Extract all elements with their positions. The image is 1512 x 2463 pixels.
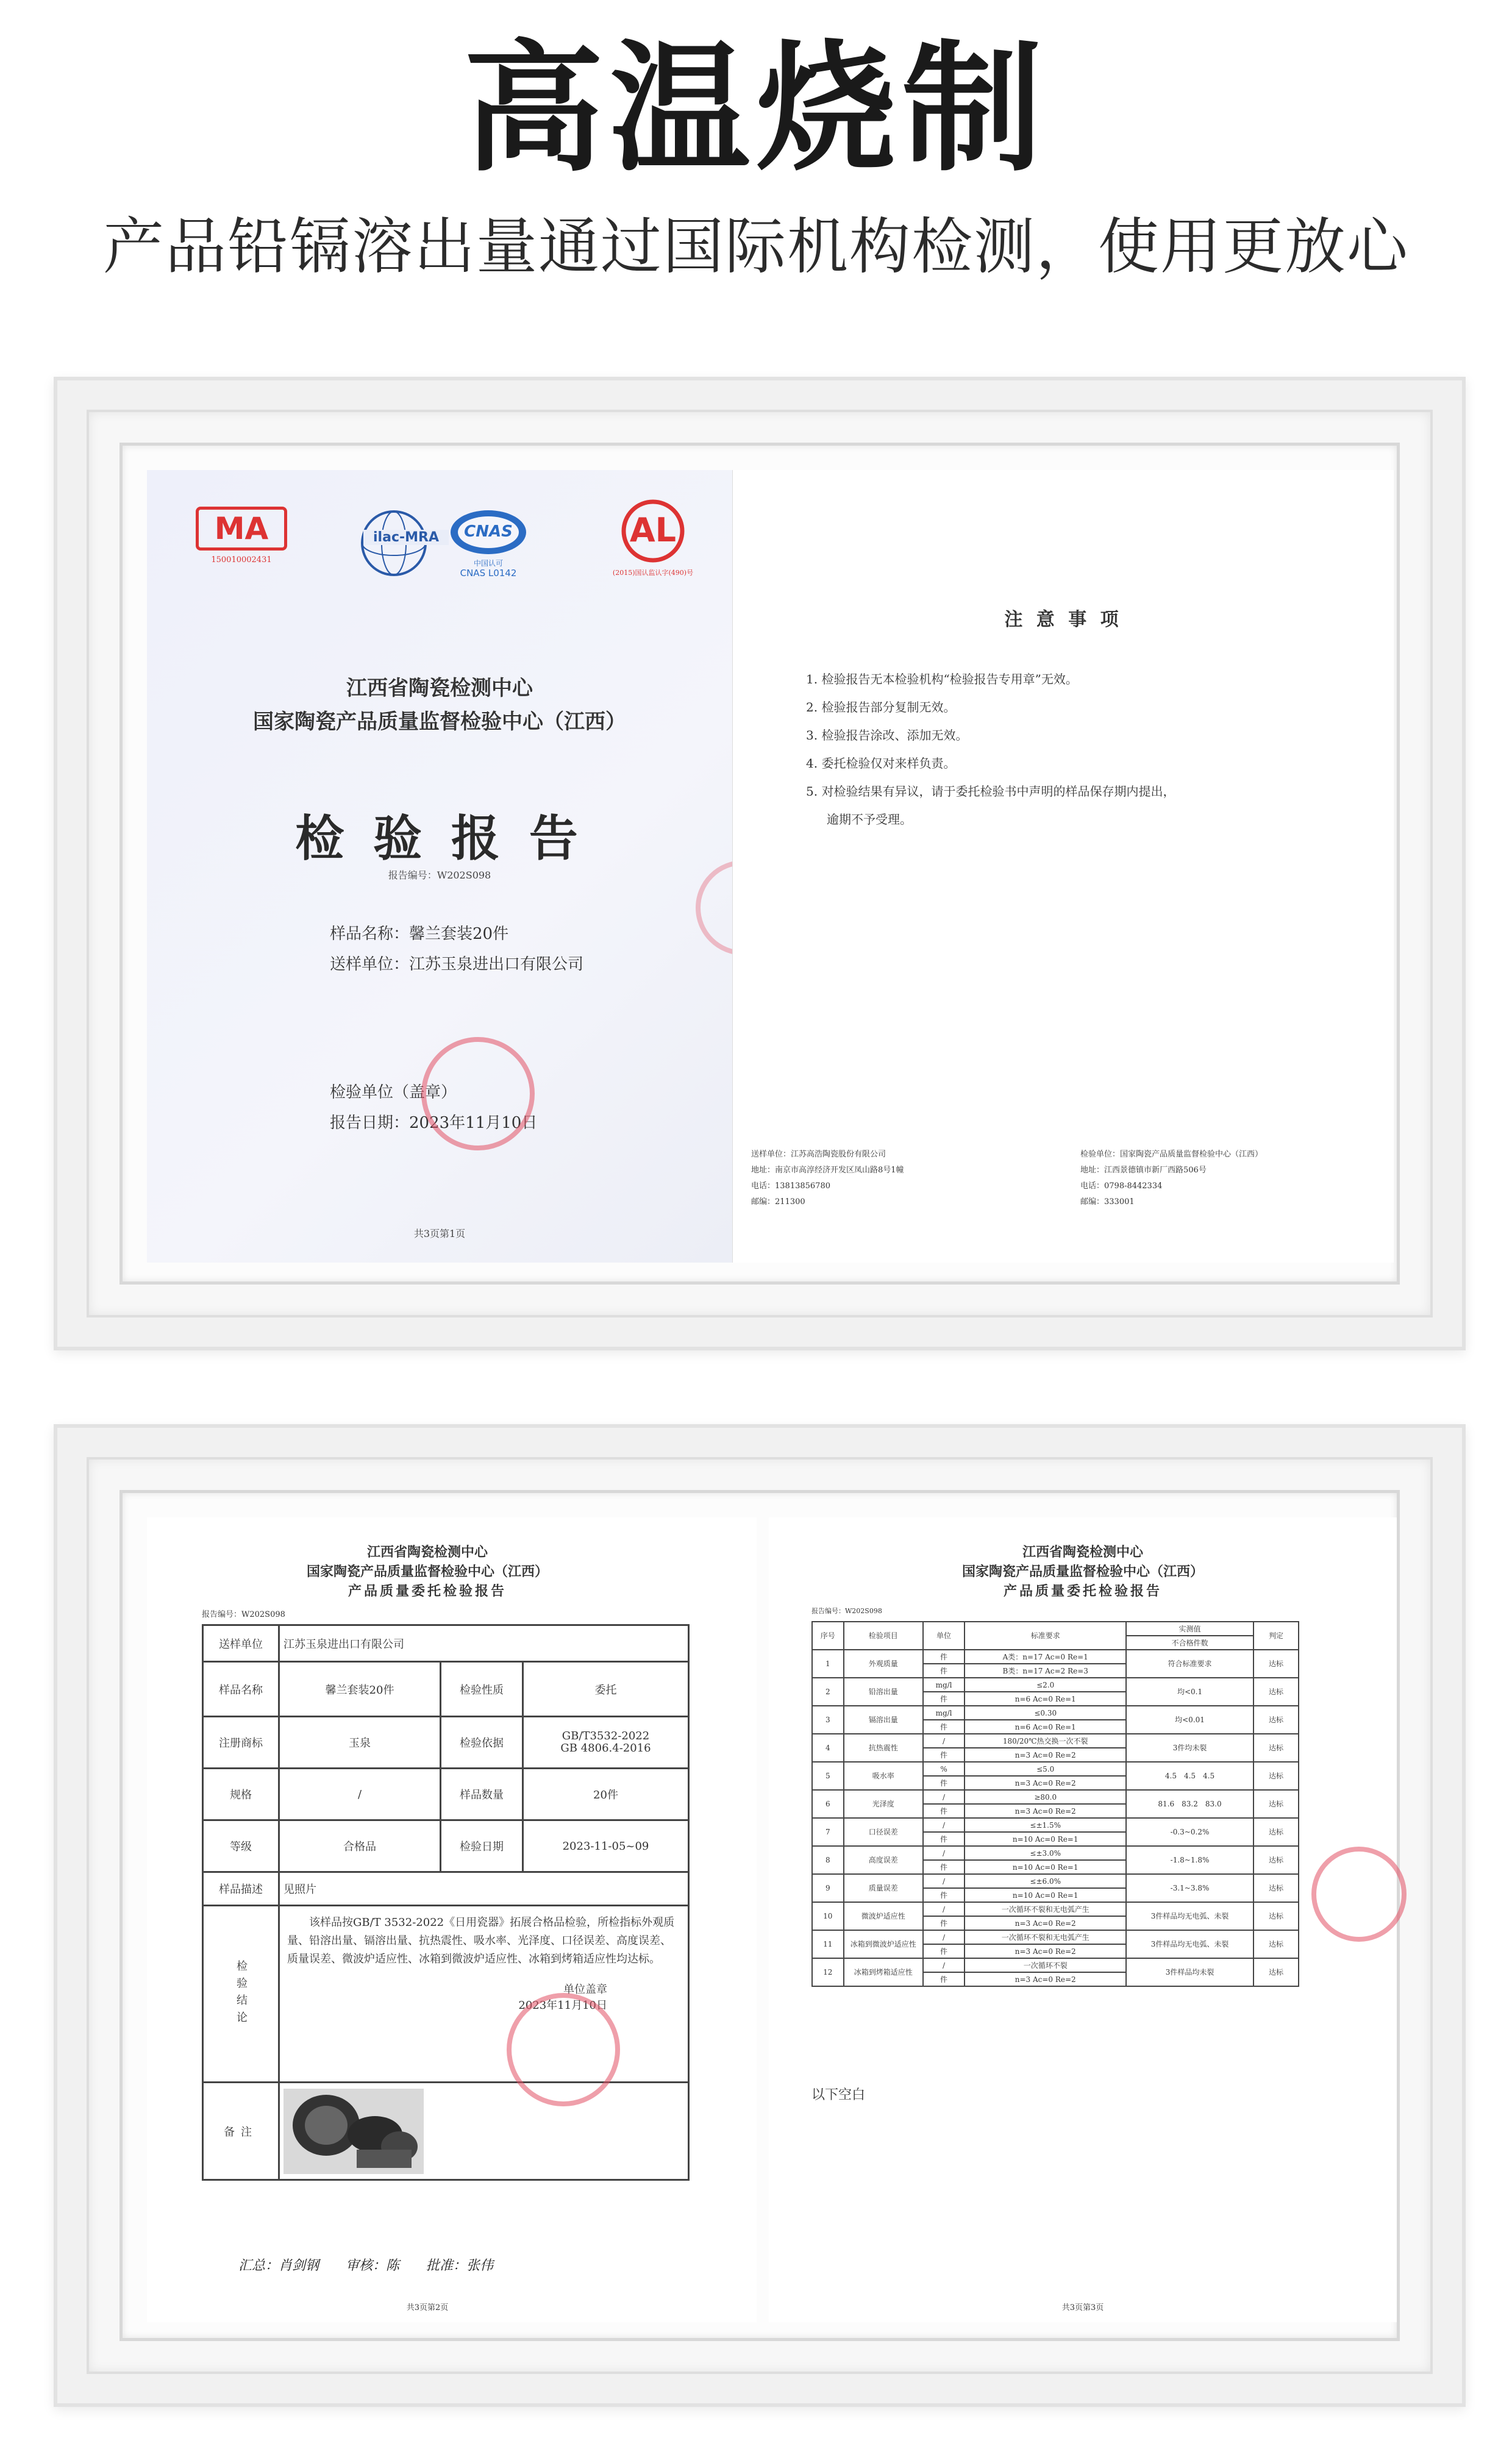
- report-page-2: [147, 1517, 757, 2322]
- result-judgement: 达标: [1253, 1790, 1299, 1818]
- cover-report-no: 报告编号：W202S098: [388, 869, 491, 881]
- result-judgement: 达标: [1253, 1930, 1299, 1958]
- result-row: [812, 1678, 1299, 1692]
- notice-item: 4. 委托检验仅对来样负责。: [806, 756, 956, 771]
- result-judgement: 达标: [1253, 1762, 1299, 1790]
- page3-results-table: 序号 检验项目 单位 标准要求 实测值 判定 不合格件数 1 外观质量 件 A类：n=17 Ac=0 Re=1 符合标准要求 达标 件 B类：n=17 Ac=2 Re=3 2 铅溶出量 mg/l ≤2.0 均<0.1 达标 件 n=6 Ac=0 Re=1 3 镉溶出量 mg/l ≤0.30 均<0.01 达标 件 n=6 Ac=0 Re=1 4 抗热震性 / 180/20℃热交换一次不裂 3件均未裂 达标 件 n=3 Ac=0 Re=2 5 吸水率 % ≤5.0 4.5 4.5 4.5 达标 件 n=3 Ac=0 Re=2 6 光泽度 / ≥80.0 81.6 83.2 83.0 达标 件 n=3 Ac=0 Re=2 7 口径误差 / ≤±1.5% -0.3~0.2% 达标 件 n=10 Ac=0 Re=1 8 高度误差 / ≤±3.0% -1.8~1.8% 达标 件 n=10 Ac=0 Re=1 9 质量误差 / ≤±6.0% -3.1~3.8% 达标 件 n=10 Ac=0 Re=1 10 微波炉适应性 / 一次循环不裂和无电弧产生 3件样品均无电弧、未裂 达标 件 n=3 Ac=0 Re=2 11 冰箱到微波炉适应性 / 一次循环不裂和无电弧产生 3件样品均无电弧、未裂 达标 件 n=3 Ac=0 Re=2 12 冰箱到烤箱适应性 / 一次循环不裂 3件样品均未裂 达标 件 n=3 Ac=0 Re=2: [811, 1621, 1299, 1987]
- result-unit-piece: 件: [923, 1944, 965, 1958]
- result-judgement: 达标: [1253, 1706, 1299, 1734]
- result-item: 质量误差: [844, 1874, 923, 1902]
- result-requirement: ≤0.30: [965, 1706, 1126, 1720]
- page3-doc-title: 产品质量委托检验报告: [1003, 1583, 1162, 1599]
- result-unit: %: [923, 1762, 965, 1776]
- notice-list: [806, 665, 1355, 833]
- result-unit: /: [923, 1958, 965, 1972]
- result-unit-piece: 件: [923, 1776, 965, 1790]
- result-unit: /: [923, 1902, 965, 1916]
- result-judgement: 达标: [1253, 1958, 1299, 1986]
- result-unit-piece: 件: [923, 1972, 965, 1986]
- result-item: 镉溶出量: [844, 1706, 923, 1734]
- result-sampling: n=10 Ac=0 Re=1: [965, 1832, 1126, 1846]
- result-no: 5: [812, 1762, 844, 1790]
- result-judgement: 达标: [1253, 1678, 1299, 1706]
- result-sampling: n=3 Ac=0 Re=2: [965, 1776, 1126, 1790]
- result-value: 均<0.1: [1126, 1678, 1253, 1706]
- result-requirement: 一次循环不裂: [965, 1958, 1126, 1972]
- result-unit-piece: 件: [923, 1748, 965, 1762]
- report-cover-page: [147, 470, 732, 1263]
- result-value: 4.5 4.5 4.5: [1126, 1762, 1253, 1790]
- result-requirement: 一次循环不裂和无电弧产生: [965, 1930, 1126, 1944]
- result-row: [812, 1706, 1299, 1720]
- notice-footer-right: 检验单位：国家陶瓷产品质量监督检验中心（江西） 地址：江西景德镇市新厂西路506号 电话：0798-8442334 邮编：333001: [1080, 1150, 1263, 1207]
- page2-doc-title: 产品质量委托检验报告: [348, 1583, 507, 1599]
- result-no: 6: [812, 1790, 844, 1818]
- result-unit: /: [923, 1734, 965, 1748]
- result-sampling: n=6 Ac=0 Re=1: [965, 1720, 1126, 1734]
- result-unit: 件: [923, 1650, 965, 1664]
- result-sampling: n=3 Ac=0 Re=2: [965, 1748, 1126, 1762]
- result-row: [812, 1902, 1299, 1916]
- page3-org-line2: 国家陶瓷产品质量监督检验中心（江西）: [961, 1564, 1204, 1580]
- cnas-logo: CNAS 中国认可 CNAS L0142: [446, 507, 531, 586]
- result-requirement: ≤±3.0%: [965, 1846, 1126, 1860]
- result-judgement: 达标: [1253, 1846, 1299, 1874]
- result-item: 高度误差: [844, 1846, 923, 1874]
- result-judgement: 达标: [1253, 1874, 1299, 1902]
- result-no: 12: [812, 1958, 844, 1986]
- result-value: -0.3~0.2%: [1126, 1818, 1253, 1846]
- certificate-frame-2: [54, 1424, 1466, 2407]
- result-item: 光泽度: [844, 1790, 923, 1818]
- result-row: [812, 1930, 1299, 1944]
- result-value: -1.8~1.8%: [1126, 1846, 1253, 1874]
- frame-inner: [119, 443, 1400, 1285]
- result-sampling: n=3 Ac=0 Re=2: [965, 1916, 1126, 1930]
- result-unit-piece: 件: [923, 1664, 965, 1678]
- result-item: 微波炉适应性: [844, 1902, 923, 1930]
- page3-footnote: 以下空白: [811, 2087, 866, 2103]
- result-row: [812, 1762, 1299, 1776]
- result-unit: /: [923, 1930, 965, 1944]
- result-value: -3.1~3.8%: [1126, 1874, 1253, 1902]
- notice-footer-left: 送样单位：江苏高浩陶瓷股份有限公司 地址：南京市高淳经济开发区凤山路8号1幢 电话：13813856780 邮编：211300: [751, 1150, 904, 1207]
- result-no: 8: [812, 1846, 844, 1874]
- result-value: 3件样品均未裂: [1126, 1958, 1253, 1986]
- result-item: 口径误差: [844, 1818, 923, 1846]
- result-no: 1: [812, 1650, 844, 1678]
- result-value: 3件样品均无电弧、未裂: [1126, 1930, 1253, 1958]
- frame-mat: [87, 410, 1433, 1317]
- result-unit: mg/l: [923, 1678, 965, 1692]
- result-unit: /: [923, 1874, 965, 1888]
- red-seal-stamp: [507, 1993, 620, 2106]
- result-item: 吸水率: [844, 1762, 923, 1790]
- result-unit-piece: 件: [923, 1888, 965, 1902]
- result-no: 10: [812, 1902, 844, 1930]
- page2-signers: 汇总：肖剑钢 审核：陈 批准：张伟: [238, 2258, 494, 2273]
- result-sampling: n=10 Ac=0 Re=1: [965, 1888, 1126, 1902]
- result-requirement: 一次循环不裂和无电弧产生: [965, 1902, 1126, 1916]
- result-row: [812, 1874, 1299, 1888]
- result-judgement: 达标: [1253, 1818, 1299, 1846]
- result-no: 3: [812, 1706, 844, 1734]
- result-unit: /: [923, 1818, 965, 1832]
- result-item: 冰箱到微波炉适应性: [844, 1930, 923, 1958]
- result-value: 3件均未裂: [1126, 1734, 1253, 1762]
- result-sampling: n=10 Ac=0 Re=1: [965, 1860, 1126, 1874]
- frame-inner: [119, 1490, 1400, 2341]
- result-sampling: n=3 Ac=0 Re=2: [965, 1972, 1126, 1986]
- notice-title: 注 意 事 项: [1004, 609, 1122, 630]
- sample-photo: [284, 2089, 424, 2174]
- result-requirement: 180/20℃热交换一次不裂: [965, 1734, 1126, 1748]
- result-judgement: 达标: [1253, 1734, 1299, 1762]
- report-page-3: [769, 1517, 1397, 2322]
- red-seal-stamp: [421, 1037, 535, 1150]
- page2-page-number: 共3页第2页: [406, 2303, 449, 2312]
- result-value: 符合标准要求: [1126, 1650, 1253, 1678]
- result-row: [812, 1734, 1299, 1748]
- result-item: 外观质量: [844, 1650, 923, 1678]
- page2-info-table: 送样单位 江苏玉泉进出口有限公司 样品名称 馨兰套装20件 检验性质 委托 注册商标 玉泉 检验依据 GB/T3532-2022 GB 4806.4-2016 规格 / 样品数量 20件 等级 合格品 检验日期 2023-11-05~09 样品描述 见照片 检验结论 该样品按GB/T 3532-2022《日用瓷器》拓展合格品检验，所检指标外观质量、铅溶出量、镉溶出量、抗热震性、吸水率、光泽度、口径误差、高度误差、质量误差、微波炉适应性、冰箱到微波炉适应性、冰箱到烤箱适应性均达标。 单位盖章 2023年11月10日 备注: [202, 1624, 690, 2181]
- result-value: 81.6 83.2 83.0: [1126, 1790, 1253, 1818]
- result-unit-piece: 件: [923, 1804, 965, 1818]
- notice-item: 3. 检验报告涂改、添加无效。: [806, 728, 968, 743]
- cover-org-line1: 江西省陶瓷检测中心: [346, 676, 533, 700]
- cover-sender: 送样单位：江苏玉泉进出口有限公司: [330, 955, 584, 974]
- notice-item: 1. 检验报告无本检验机构“检验报告专用章”无效。: [806, 672, 1078, 686]
- certificate-frame-1: [54, 377, 1466, 1350]
- result-row: [812, 1958, 1299, 1972]
- result-requirement: ≤±1.5%: [965, 1818, 1126, 1832]
- result-unit-piece: 件: [923, 1916, 965, 1930]
- page3-page-number: 共3页第3页: [1061, 2303, 1104, 2312]
- cma-logo: MA 150010002431: [196, 507, 287, 565]
- cover-org-line2: 国家陶瓷产品质量监督检验中心（江西）: [253, 710, 626, 734]
- result-requirement: ≤±6.0%: [965, 1874, 1126, 1888]
- result-unit-piece: 件: [923, 1692, 965, 1706]
- result-judgement: 达标: [1253, 1902, 1299, 1930]
- result-row: [812, 1650, 1299, 1664]
- conclusion-stamp-label: 单位盖章: [563, 1983, 607, 1996]
- notice-item: 5. 对检验结果有异议，请于委托检验书中声明的样品保存期内提出，: [806, 784, 1175, 799]
- cal-logo: AL (2015)国认监认字(490)号: [601, 497, 705, 583]
- ilac-mra-logo: ilac-MRA: [357, 507, 449, 580]
- cover-title: 检 验 报 告: [295, 810, 584, 867]
- result-no: 7: [812, 1818, 844, 1846]
- cover-report-date: 报告日期：2023年11月10日: [330, 1114, 538, 1132]
- result-requirement: ≤5.0: [965, 1762, 1126, 1776]
- report-notice-page: [732, 470, 1394, 1263]
- result-no: 4: [812, 1734, 844, 1762]
- notice-item: 逾期不予受理。: [827, 812, 912, 827]
- result-value: 3件样品均无电弧、未裂: [1126, 1902, 1253, 1930]
- red-seal-stamp: [1311, 1847, 1407, 1942]
- result-unit: /: [923, 1846, 965, 1860]
- page2-org-line2: 国家陶瓷产品质量监督检验中心（江西）: [306, 1564, 548, 1580]
- result-sampling: n=3 Ac=0 Re=2: [965, 1944, 1126, 1958]
- hero-subtitle: 产品铅镉溶出量通过国际机构检测，使用更放心: [103, 211, 1409, 282]
- result-row: [812, 1818, 1299, 1832]
- page3-org-line1: 江西省陶瓷检测中心: [1022, 1544, 1143, 1560]
- result-value: 均<0.01: [1126, 1706, 1253, 1734]
- cover-inspection-unit: 检验单位（盖章）: [330, 1083, 457, 1102]
- result-sampling: n=3 Ac=0 Re=2: [965, 1804, 1126, 1818]
- result-unit-piece: 件: [923, 1832, 965, 1846]
- frame-mat: [87, 1457, 1433, 2374]
- result-requirement: A类：n=17 Ac=0 Re=1: [965, 1650, 1126, 1664]
- result-judgement: 达标: [1253, 1650, 1299, 1678]
- result-item: 冰箱到烤箱适应性: [844, 1958, 923, 1986]
- result-requirement: ≥80.0: [965, 1790, 1126, 1804]
- cover-sample-name: 样品名称：馨兰套装20件: [330, 925, 509, 943]
- page2-org-line1: 江西省陶瓷检测中心: [366, 1544, 488, 1560]
- result-requirement: ≤2.0: [965, 1678, 1126, 1692]
- result-sampling: B类：n=17 Ac=2 Re=3: [965, 1664, 1126, 1678]
- result-row: [812, 1846, 1299, 1860]
- page2-report-no: 报告编号：W202S098: [202, 1610, 285, 1619]
- result-sampling: n=6 Ac=0 Re=1: [965, 1692, 1126, 1706]
- result-item: 铅溶出量: [844, 1678, 923, 1706]
- conclusion-text: 该样品按GB/T 3532-2022《日用瓷器》拓展合格品检验，所检指标外观质量、铅溶出量、镉溶出量、抗热震性、吸水率、光泽度、口径误差、高度误差、质量误差、微波炉适应性、冰箱到微波炉适应性、冰箱到烤箱适应性均达标。: [287, 1916, 675, 1966]
- result-unit-piece: 件: [923, 1720, 965, 1734]
- page3-report-no: 报告编号：W202S098: [811, 1607, 882, 1615]
- result-no: 9: [812, 1874, 844, 1902]
- result-no: 11: [812, 1930, 844, 1958]
- notice-item: 2. 检验报告部分复制无效。: [806, 700, 956, 715]
- result-no: 2: [812, 1678, 844, 1706]
- result-row: [812, 1790, 1299, 1804]
- result-item: 抗热震性: [844, 1734, 923, 1762]
- conclusion-stamp-date: 2023年11月10日: [518, 1999, 607, 2012]
- result-unit: /: [923, 1790, 965, 1804]
- cover-page-number: 共3页第1页: [413, 1228, 466, 1239]
- hero-title: 高温烧制: [463, 28, 1049, 191]
- result-unit: mg/l: [923, 1706, 965, 1720]
- result-unit-piece: 件: [923, 1860, 965, 1874]
